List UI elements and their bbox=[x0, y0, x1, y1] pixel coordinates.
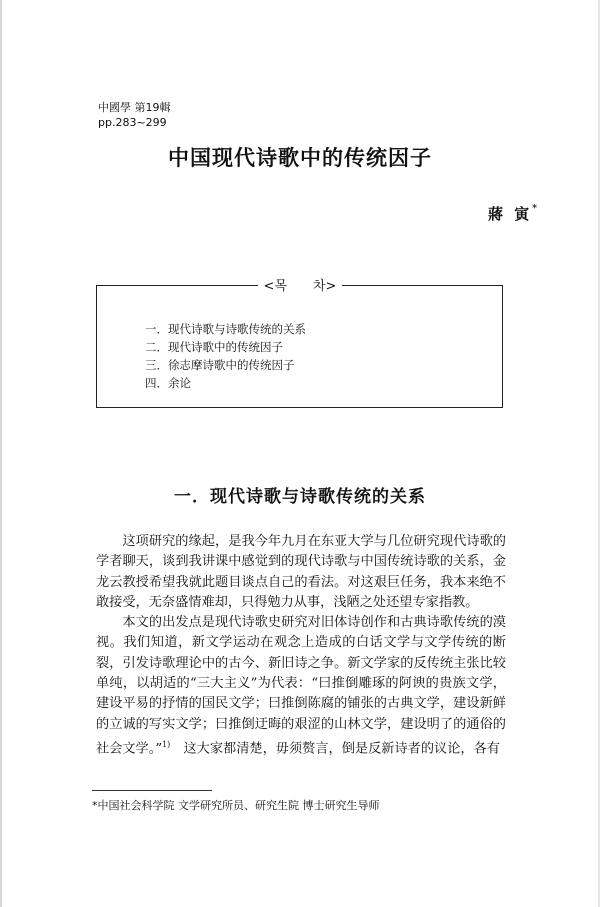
toc-item: 二．现代诗歌中的传统因子 bbox=[145, 340, 283, 354]
toc-heading: <목 차> bbox=[0, 275, 600, 294]
author bbox=[488, 203, 537, 224]
toc-item: 三．徐志摩诗歌中的传统因子 bbox=[145, 358, 295, 372]
footnote: *中国社会科学院 文学研究所员、研究生院 博士研究生导师 bbox=[92, 799, 380, 812]
paragraph: 本文的出发点是现代诗歌史研究对旧体诗创作和古典诗歌传统的漠视。我们知道，新文学运动在观念上造成的白话文学与文学传统的断裂，引发诗歌理论中的古今、新旧诗之争。新文学家的反传统主张比较单纯，以胡适的“三大主义”为代表：“曰推倒雕琢的阿谀的贵族文学，建设平易的抒情的国民文学；曰推倒陈腐的铺张的古典文学，建设新鲜的立诚的写实文学；曰推倒迂晦的艰涩的山林文学，建设明了的通俗的社会文学。”$^{1)}$ 这大家都清楚，毋须赘言，倒是反新诗者的议论，各有 bbox=[96, 615, 506, 757]
journal-name: 中國學 第19輯 bbox=[98, 101, 171, 114]
page-range: pp.283~299 bbox=[98, 116, 167, 129]
section-heading: 一．现代诗歌与诗歌传统的关系 bbox=[174, 487, 426, 507]
body-text bbox=[96, 532, 506, 760]
author-footnote-mark: * bbox=[532, 204, 537, 214]
toc-item: 四．余论 bbox=[145, 376, 191, 390]
footnote-divider bbox=[92, 790, 212, 791]
toc-item: 一．现代诗歌与诗歌传统的关系 bbox=[145, 322, 306, 336]
toc-list bbox=[145, 320, 306, 392]
journal-info bbox=[98, 100, 171, 130]
citation-mark: 1) bbox=[162, 739, 171, 749]
author-name: 蔣 寅 bbox=[488, 205, 533, 223]
paper-title: 中国现代诗歌中的传统因子 bbox=[168, 145, 432, 170]
paragraph: 这项研究的缘起，是我今年九月在东亚大学与几位研究现代诗歌的学者聊天，谈到我讲课中感觉到的现代诗歌与中国传统诗歌的关系，金龙云教授希望我就此题目谈点自己的看法。对这艰巨任务，我本来绝不敢接受，无奈盛情难却，只得勉力从事，浅陋之处还望专家指教。 bbox=[96, 534, 506, 610]
